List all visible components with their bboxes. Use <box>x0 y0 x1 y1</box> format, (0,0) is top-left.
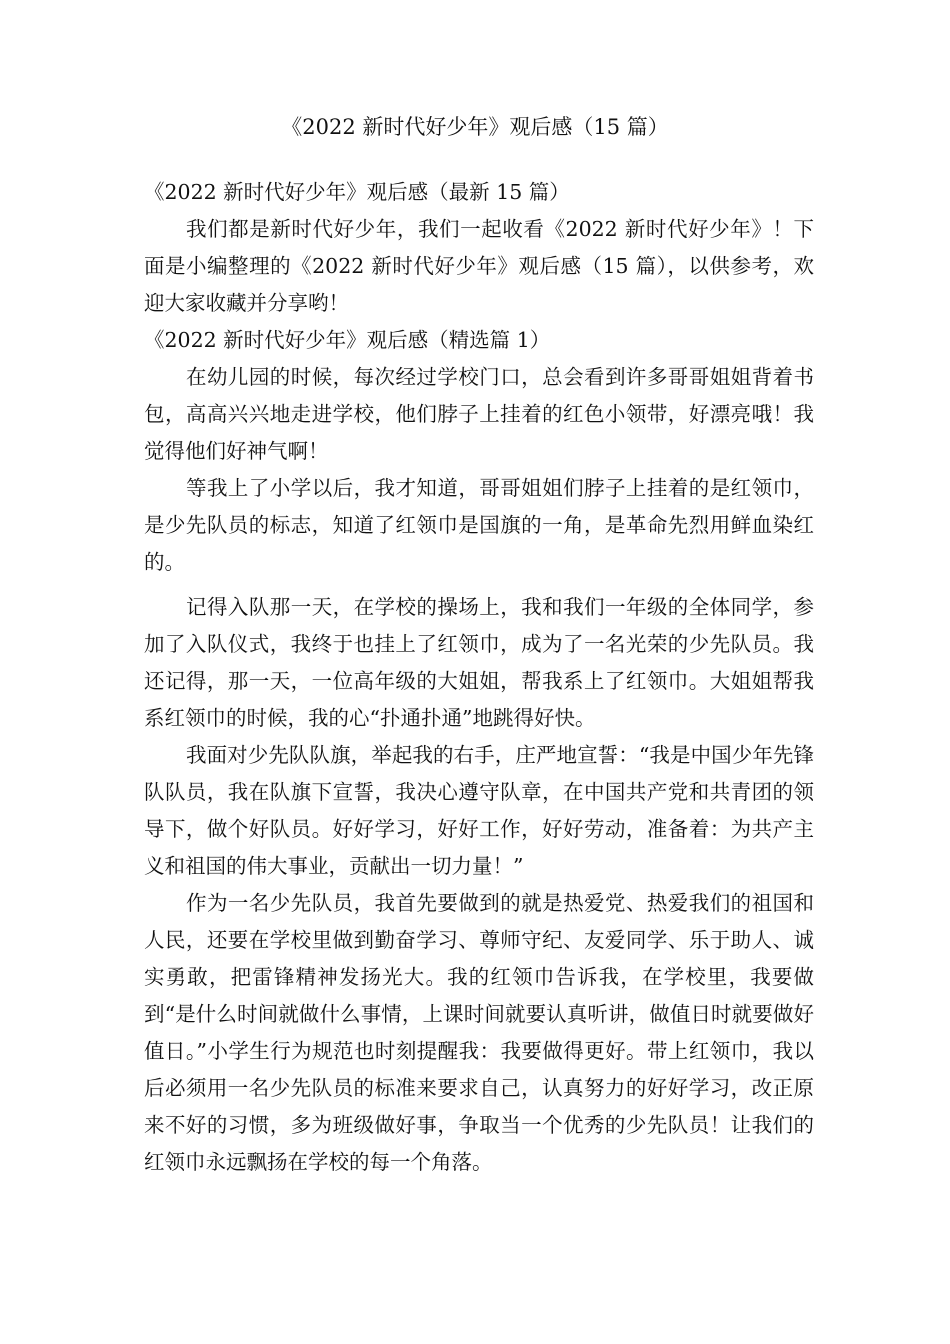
body-paragraph-3: 记得入队那一天，在学校的操场上，我和我们一年级的全体同学，参加了入队仪式，我终于也挂上了红领巾，成为了一名光荣的少先队员。我还记得，那一天，一位高年级的大姐姐，帮我系上了红领巾。大姐姐帮我系红领巾的时候，我的心“扑通扑通”地跳得好快。 <box>144 595 814 730</box>
document-subtitle: 《2022 新时代好少年》观后感（最新 15 篇） <box>144 180 570 204</box>
document-body <box>144 174 814 1181</box>
body-paragraph-2: 等我上了小学以后，我才知道，哥哥姐姐们脖子上挂着的是红领巾，是少先队员的标志，知道了红领巾是国旗的一角，是革命先烈用鲜血染红的。 <box>144 476 814 574</box>
document-title: 《2022 新时代好少年》观后感（15 篇） <box>281 115 669 139</box>
section-heading: 《2022 新时代好少年》观后感（精选篇 1） <box>144 328 551 352</box>
intro-paragraph: 我们都是新时代好少年，我们一起收看《2022 新时代好少年》！下面是小编整理的《2022 新时代好少年》观后感（15 篇），以供参考，欢迎大家收藏并分享哟！ <box>144 217 814 315</box>
body-paragraph-4: 我面对少先队队旗，举起我的右手，庄严地宣誓：“我是中国少年先锋队队员，我在队旗下宣誓，我决心遵守队章，在中国共产党和共青团的领导下，做个好队员。好好学习，好好工作，好好劳动，准备着：为共产主义和祖国的伟大事业，贡献出一切力量！” <box>144 743 814 878</box>
body-paragraph-5: 作为一名少先队员，我首先要做到的就是热爱党、热爱我们的祖国和人民，还要在学校里做到勤奋学习、尊师守纪、友爱同学、乐于助人、诚实勇敢，把雷锋精神发扬光大。我的红领巾告诉我，在学校里，我要做到“是什么时间就做什么事情，上课时间就要认真听讲，做值日时就要做好值日。”小学生行为规范也时刻提醒我：我要做得更好。带上红领巾，我以后必须用一名少先队员的标准来要求自己，认真努力的好好学习，改正原来不好的习惯，多为班级做好事，争取当一个优秀的少先队员！让我们的红领巾永远飘扬在学校的每一个角落。 <box>144 891 814 1174</box>
body-paragraph-1: 在幼儿园的时候，每次经过学校门口，总会看到许多哥哥姐姐背着书包，高高兴兴地走进学校，他们脖子上挂着的红色小领带，好漂亮哦！我觉得他们好神气啊！ <box>144 365 814 463</box>
